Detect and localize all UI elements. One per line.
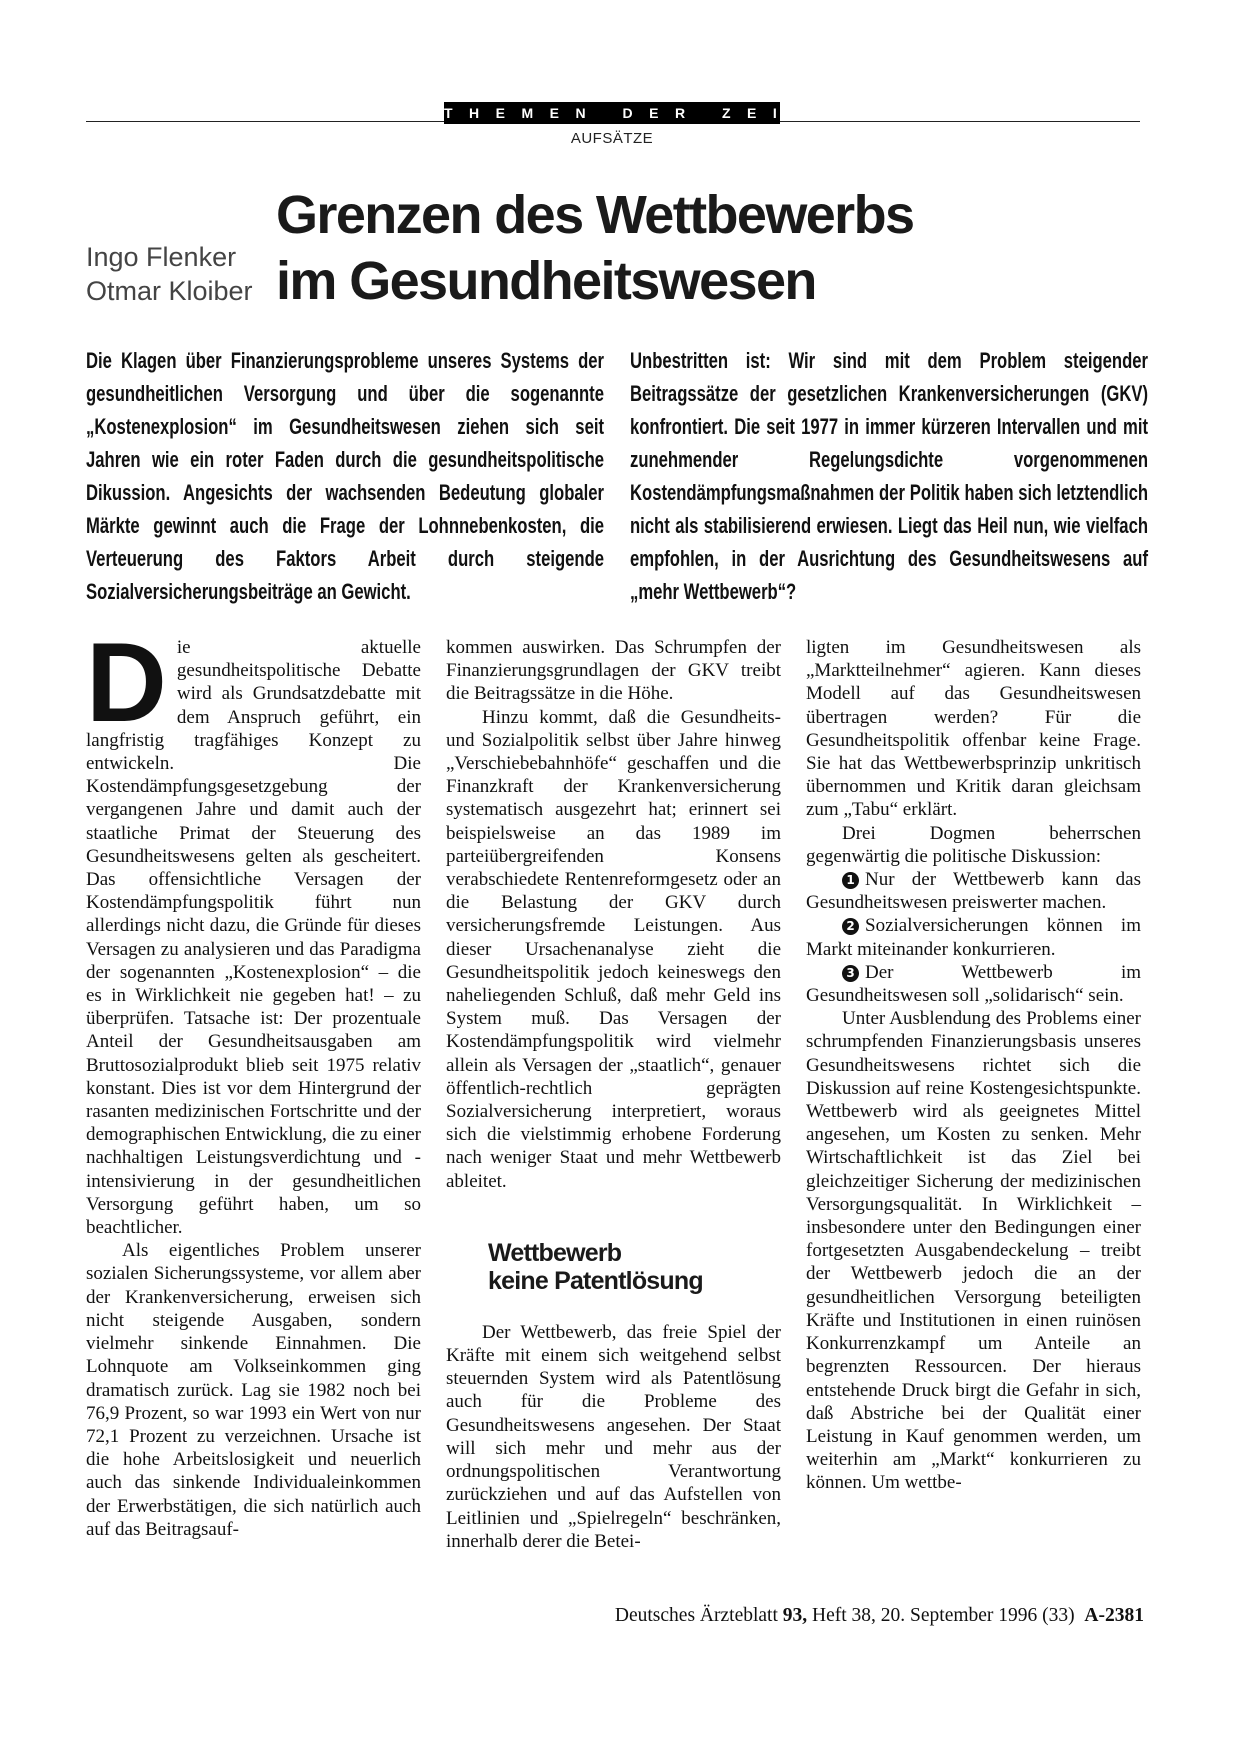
dogma-item — [806, 868, 1141, 914]
section-label: THEMEN DER ZEIT — [444, 102, 780, 124]
heading-line: keine Patentlösung — [488, 1266, 703, 1295]
body-paragraph: Drei Dogmen beherrschen gegenwärtig die politische Diskussion: — [806, 822, 1141, 867]
number-2-icon: 2 — [842, 918, 859, 935]
body-paragraph — [86, 620, 421, 1239]
page-footer — [615, 1605, 1144, 1627]
body-paragraph: Der Wettbewerb, das freie Spiel der Kräfte mit einem sich weitgehend selbst steuernden System wird als Patentlösung auch für die Probleme des Gesundheitswesens angesehen. Der Staat will sich mehr und mehr aus der ordnungspolitischen Verantwortung zurückziehen und auf das Aufstellen von Leitlinien und „Spielregeln“ beschränken, innerhalb derer die Betei- — [446, 1321, 781, 1552]
page-number: A-2381 — [1084, 1605, 1144, 1626]
dogma-item — [806, 914, 1141, 960]
article-title — [276, 182, 1136, 314]
title-line: Grenzen des Wettbewerbs — [276, 185, 914, 245]
number-3-icon: 3 — [842, 965, 859, 982]
body-paragraph: Unter Ausblendung des Problems einer schrumpfenden Finanzierungsbasis unseres Gesundheitswesens richtet sich die Diskussion auf reine Kostengesichtspunkte. Wettbewerb wird als geeignetes Mittel angesehen, um Kosten zu senken. Mehr Wirtschaftlichkeit ist das Ziel bei gleichzeitiger Sicherung der medizinischen Versorgungsqualität. In Wirklichkeit – insbesondere unter den Bedingungen einer fortgesetzten Ausgabendeckelung – treibt der Wettbewerb jedoch die an der gesundheitlichen Versorgung beteiligten Kräfte und Institutionen in einen ruinösen Konkurrenzkampf um Anteile an begrenzten Ressourcen. Der hieraus entstehende Druck birgt die Gefahr in sich, daß Abstriche bei der Qualität einer Leistung in Kauf genommen werden, um weiterhin am „Markt“ konkurrieren zu können. Um wettbe- — [806, 1008, 1141, 1494]
body-column-2 — [446, 636, 781, 1553]
number-1-icon: 1 — [842, 872, 859, 889]
journal-name: Deutsches Ärzteblatt — [614, 1605, 778, 1626]
paragraph-text: ie aktuelle gesundheitspolitische Debatte wird als Grundsatzdebatte mit dem Anspruch geführt, ein langfristig tragfähiges Konzept zu entwickeln. Die Kostendämpfungsgesetzgebung der vergangenen Jahre und damit auch der staatliche Primat der Steuerung des Gesundheitswesens gelten als gescheitert. Das offensichtliche Versagen der Kostendämpfungspolitik führt nun allerdings nicht dazu, die Gründe für dieses Versagen zu analysieren und das Paradigma der sogenannten „Kostenexplosion“ – die es in Wirklichkeit nie gegeben hat! – zu überprüfen. Tatsache ist: Der prozentuale Anteil der Gesundheitsausgaben am Bruttosozialprodukt blieb seit 1975 relativ konstant. Dies ist vor dem Hintergrund der rasanten medizinischen Fortschritte und der demographischen Entwicklung, die zu einer nachhaltigen Leistungsverdichtung und -intensivierung in der gesundheitlichen Versorgung geführt haben, um so beachtlicher. — [86, 637, 421, 1239]
authors — [86, 240, 253, 308]
drop-cap: D — [86, 620, 167, 745]
volume-number: 93, — [782, 1605, 808, 1626]
lead-paragraph-right: Unbestritten ist: Wir sind mit dem Problem steigender Beitragssätze der gesetzlichen Krankenversicherungen (GKV) konfrontiert. Die seit 1977 in immer kürzeren Intervallen und mit zunehmender Regelungsdichte vorgenommenen Kostendämpfungsmaßnahmen der Politik haben sich letztendlich nicht als stabilisierend erwiesen. Liegt das Heil nun, wie vielfach empfohlen, in der Ausrichtung des Gesundheitswesens auf „mehr Wettbewerb“? — [630, 348, 1148, 604]
lead-paragraph-left: Die Klagen über Finanzierungsprobleme unseres Systems der gesundheitlichen Versorgung und über die sogenannte „Kostenexplosion“ im Gesundheitswesen ziehen sich seit Jahren wie ein roter Faden durch die gesundheitspolitische Dikussion. Angesichts der wachsenden Bedeutung globaler Märkte gewinnt auch die Frage der Lohnnebenkosten, die Verteuerung des Faktors Arbeit durch steigende Sozialversicherungsbeiträge an Gewicht. — [86, 348, 604, 604]
section-heading — [488, 1239, 781, 1295]
author-name: Ingo Flenker — [86, 242, 237, 272]
body-paragraph: Hinzu kommt, daß die Gesundheits- und Sozialpolitik selbst über Jahre hinweg „Verschiebebahnhöfe“ geschaffen und die Finanzkraft der Krankenversicherung systematisch ausgezehrt hat; erinnert sei beispielsweise an das 1989 im parteiübergreifenden Konsens verabschiedete Rentenreformgesetz oder an die Belastung der GKV durch versicherungsfremde Leistungen. Aus dieser Ursachenanalyse zieht die Gesundheitspolitik jedoch keineswegs den naheliegenden Schluß, daß mehr Geld ins System muß. Das Versagen der Kostendämpfungspolitik wird vielmehr allein als Versagen der „staatlich“, genauer öffentlich-rechtlich geprägten Sozialversicherung interpretiert, woraus sich die vielstimmig erhobene Forderung nach weniger Staat und mehr Wettbewerb ableitet. — [446, 706, 781, 1192]
body-column-3 — [806, 636, 1141, 1495]
body-column-1 — [86, 620, 421, 1541]
subsection-label: AUFSÄTZE — [570, 130, 654, 147]
issue-info: Heft 38, 20. September 1996 (33) — [812, 1605, 1075, 1626]
heading-line: Wettbewerb — [488, 1238, 622, 1267]
body-paragraph: kommen auswirken. Das Schrumpfen der Finanzierungsgrundlagen der GKV treibt die Beitragssätze in die Höhe. — [446, 637, 781, 705]
dogma-item — [806, 961, 1141, 1007]
body-paragraph: Als eigentliches Problem unserer sozialen Sicherungssysteme, vor allem aber der Krankenversicherung, erweisen sich nicht steigende Ausgaben, sondern vielmehr sinkende Einnahmen. Die Lohnquote am Volkseinkommen ging dramatisch zurück. Lag sie 1982 noch bei 76,9 Prozent, so war 1993 ein Wert von nur 72,1 Prozent zu verzeichnen. Ursache ist die hohe Arbeitslosigkeit und neuerlich auch das sinkende Individualeinkommen der Erwerbstätigen, die sich natürlich auch auf das Beitragsauf- — [86, 1240, 421, 1540]
title-line: im Gesundheitswesen — [276, 251, 816, 311]
body-paragraph: ligten im Gesundheitswesen als „Marktteilnehmer“ agieren. Kann dieses Modell auf das Gesundheitswesen übertragen werden? Für die Gesundheitspolitik offenbar keine Frage. Sie hat das Wettbewerbsprinzip unkritisch übernommen und Kritik daran gleichsam zum „Tabu“ erklärt. — [806, 637, 1141, 821]
author-name: Otmar Kloiber — [86, 276, 253, 306]
dogma-text: Der Wettbewerb im Gesundheitswesen soll „solidarisch“ sein. — [806, 961, 1141, 1007]
dogma-text: Sozialversicherungen können im Markt miteinander konkurrieren. — [806, 915, 1141, 960]
dogma-text: Nur der Wettbewerb kann das Gesundheitswesen preiswerter machen. — [806, 869, 1141, 914]
